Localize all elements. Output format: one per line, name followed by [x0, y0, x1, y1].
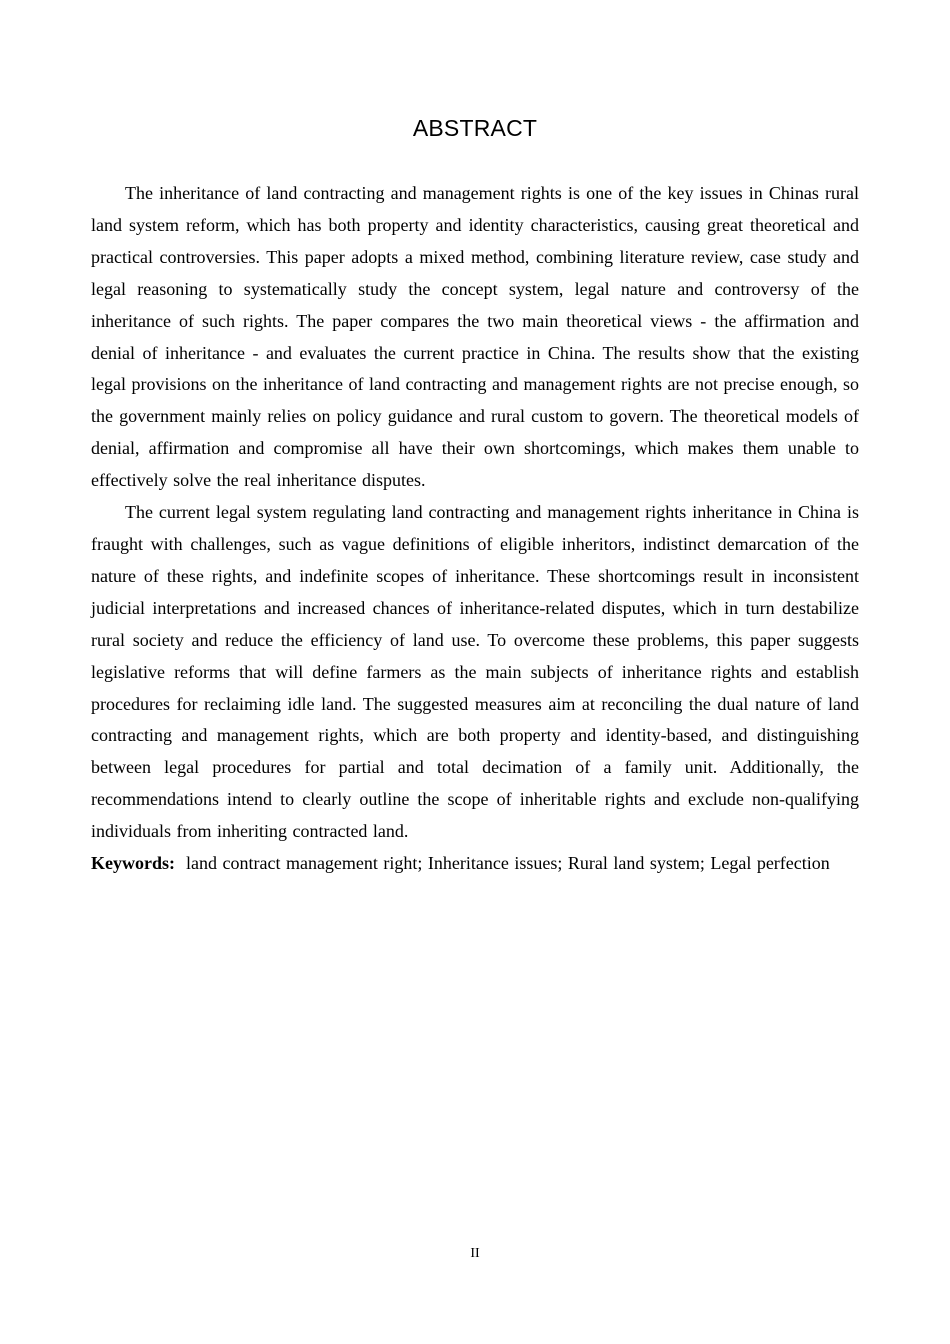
keywords-text: land contract management right; Inheritance issues; Rural land system; Legal perfection: [186, 853, 830, 874]
abstract-title: ABSTRACT: [412, 115, 538, 141]
keywords-line: [91, 848, 859, 880]
abstract-paragraph-2: The current legal system regulating land contracting and management rights inheritance in China is fraught with challenges, such as vague definitions of eligible inheritors, indistinct demarcation of the nature of these rights, and indefinite scopes of inheritance. These shortcomings result in inconsistent judicial interpretations and increased chances of inheritance-related disputes, which in turn destabilize rural society and reduce the efficiency of land use. To overcome these problems, this paper suggests legislative reforms that will define farmers as the main subjects of inheritance rights and establish procedures for reclaiming idle land. The suggested measures aim at reconciling the dual nature of land contracting and management rights, which are both property and identity-based, and distinguishing between legal procedures for partial and total decimation of a family unit. Additionally, the recommendations intend to clearly outline the scope of inheritable rights and exclude non-qualifying individuals from inheriting contracted land.: [91, 502, 859, 842]
abstract-paragraph-1: The inheritance of land contracting and management rights is one of the key issues in Chinas rural land system reform, which has both property and identity characteristics, causing great theoretical and practical controversies. This paper adopts a mixed method, combining literature review, case study and legal reasoning to systematically study the concept system, legal nature and controversy of the inheritance of such rights. The paper compares the two main theoretical views - the affirmation and denial of inheritance - and evaluates the current practice in China. The results show that the existing legal provisions on the inheritance of land contracting and management rights are not precise enough, so the government mainly relies on policy guidance and rural custom to govern. The theoretical models of denial, affirmation and compromise all have their own shortcomings, which makes them unable to effectively solve the real inheritance disputes.: [91, 183, 859, 491]
keywords-label: Keywords:: [91, 853, 175, 874]
page-number: II: [470, 1246, 480, 1261]
abstract-body: [91, 178, 859, 880]
